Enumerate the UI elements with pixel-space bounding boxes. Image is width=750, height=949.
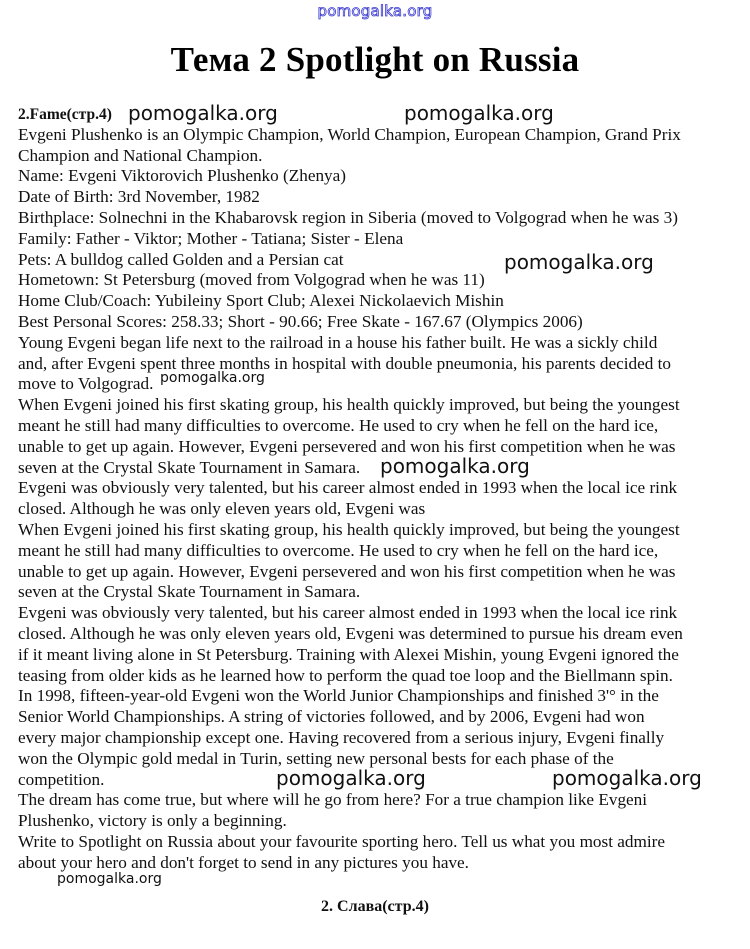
text-line: if it meant living alone in St Petersburg. Training with Alexei Mishin, young Evgeni ignored the xyxy=(18,644,679,664)
text-line: Plushenko, victory is only a beginning. xyxy=(18,811,287,831)
text-line: Home Club/Coach: Yubileiny Sport Club; Alexei Nickolaevich Mishin xyxy=(18,291,504,311)
text-line: Family: Father - Viktor; Mother - Tatiana; Sister - Elena xyxy=(18,228,404,248)
text-line: every major championship except one. Having recovered from a serious injury, Evgeni finally xyxy=(18,727,665,747)
section-heading-line xyxy=(18,104,738,125)
text-line: In 1998, fifteen-year-old Evgeni won the World Junior Championships and finished 3'° in the xyxy=(18,686,659,706)
text-line: Name: Evgeni Viktorovich Plushenko (Zhenya) xyxy=(18,166,347,186)
page-title: Тема 2 Spotlight on Russia xyxy=(170,40,580,79)
watermark: pomogalka.org xyxy=(380,454,530,478)
section-heading: 2.Fame(стр.4) xyxy=(18,106,112,123)
text-line: The dream has come true, but where will he go from here? For a true champion like Evgeni xyxy=(18,790,648,810)
text-line: When Evgeni joined his first skating group, his health quickly improved, but being the youngest xyxy=(18,519,680,539)
watermark: pomogalka.org xyxy=(504,250,654,274)
text-line: meant he still had many difficulties to overcome. He used to cry when he fell on the hard ice, xyxy=(18,540,659,560)
text-line: Best Personal Scores: 258.33; Short - 90.66; Free Skate - 167.67 (Olympics 2006) xyxy=(18,311,583,331)
text-line: move to Volgograd. xyxy=(18,374,154,394)
text-line: teasing from older kids as he learned how to perform the quad toe loop and the Biellmann spin. xyxy=(18,665,673,685)
watermark: pomogalka.org xyxy=(404,101,554,125)
text-line: Pets: A bulldog called Golden and a Persian cat xyxy=(18,249,344,269)
text-line: Champion and National Champion. xyxy=(18,145,263,165)
text-line: Birthplace: Solnechni in the Khabarovsk region in Siberia (moved to Volgograd when he was 3) xyxy=(18,207,678,227)
watermark: pomogalka.org xyxy=(276,766,426,790)
text-line: and, after Evgeni spent three months in hospital with double pneumonia, his parents decided to xyxy=(18,353,671,373)
text-line: competition. xyxy=(18,769,105,789)
watermark: pomogalka.org xyxy=(57,871,162,887)
watermark: pomogalka.org xyxy=(160,370,265,386)
text-line: Evgeni Plushenko is an Olympic Champion, World Champion, European Champion, Grand Prix xyxy=(18,124,681,144)
text-line: closed. Although he was only eleven years old, Evgeni was xyxy=(18,499,426,519)
text-line: Evgeni was obviously very talented, but his career almost ended in 1993 when the local ice rink xyxy=(18,603,678,623)
watermark: pomogalka.org xyxy=(552,766,702,790)
text-line: Date of Birth: 3rd November, 1982 xyxy=(18,187,260,207)
translation-heading: 2. Слава(стр.4) xyxy=(321,898,429,915)
text-line: unable to get up again. However, Evgeni persevered and won his first competition when he was xyxy=(18,561,676,581)
article-body xyxy=(18,104,738,873)
text-line: seven at the Crystal Skate Tournament in Samara. xyxy=(18,582,361,602)
text-line: Evgeni was obviously very talented, but his career almost ended in 1993 when the local ice rink xyxy=(18,478,678,498)
text-line: closed. Although he was only eleven years old, Evgeni was determined to pursue his dream even xyxy=(18,623,683,643)
text-line: about your hero and don't forget to send in any pictures you have. xyxy=(18,852,469,872)
text-line: Hometown: St Petersburg (moved from Volgograd when he was 11) xyxy=(18,270,485,290)
text-line: meant he still had many difficulties to overcome. He used to cry when he fell on the hard ice, xyxy=(18,415,659,435)
text-line: Write to Spotlight on Russia about your favourite sporting hero. Tell us what you most admire xyxy=(18,831,666,851)
text-line: When Evgeni joined his first skating group, his health quickly improved, but being the youngest xyxy=(18,395,680,415)
text-line: seven at the Crystal Skate Tournament in Samara. xyxy=(18,457,361,477)
text-line: won the Olympic gold medal in Turin, setting new personal bests for each phase of the xyxy=(18,748,614,768)
text-line: Senior World Championships. A string of victories followed, and by 2006, Evgeni had won xyxy=(18,707,645,727)
top-watermark: pomogalka.org xyxy=(317,2,433,20)
text-line: Young Evgeni began life next to the railroad in a house his father built. He was a sickly child xyxy=(18,332,658,352)
watermark: pomogalka.org xyxy=(128,101,278,125)
text-line: unable to get up again. However, Evgeni persevered and won his first competition when he was xyxy=(18,436,676,456)
